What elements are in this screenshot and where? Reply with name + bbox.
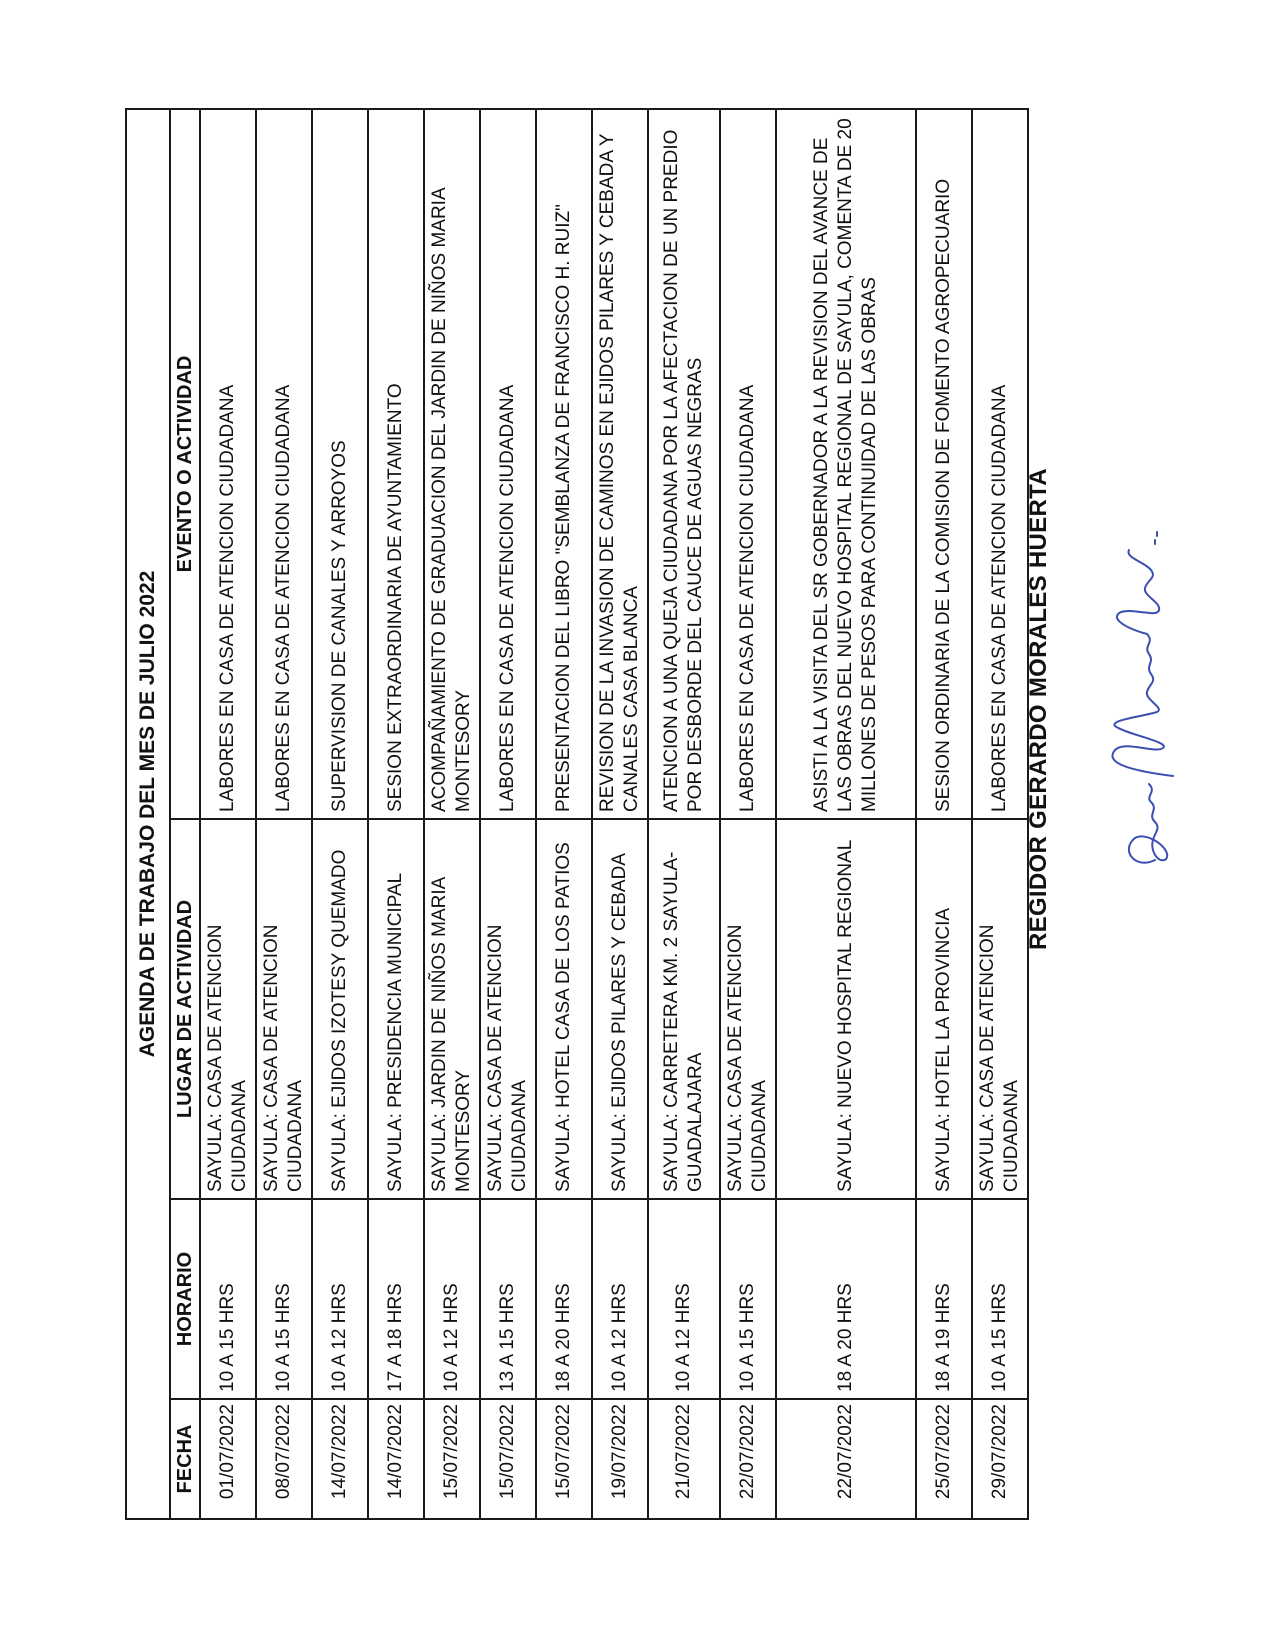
agenda-table	[125, 108, 1029, 1520]
cell-horario: 18 A 20 HRS	[536, 1199, 592, 1399]
cell-fecha: 22/07/2022	[720, 1399, 776, 1519]
cell-lugar: SAYULA: HOTEL CASA DE LOS PATIOS	[536, 819, 592, 1199]
cell-lugar: SAYULA: NUEVO HOSPITAL REGIONAL	[776, 819, 916, 1199]
cell-horario: 18 A 20 HRS	[776, 1199, 916, 1399]
table-row	[972, 109, 1028, 1519]
cell-evento: REVISION DE LA INVASION DE CAMINOS EN EJIDOS PILARES Y CEBADA Y CANALES CASA BLANCA	[592, 109, 648, 819]
cell-horario: 18 A 19 HRS	[916, 1199, 972, 1399]
table-row	[776, 109, 916, 1519]
cell-fecha: 01/07/2022	[200, 1399, 256, 1519]
cell-lugar: SAYULA: HOTEL LA PROVINCIA	[916, 819, 972, 1199]
cell-lugar: SAYULA: EJIDOS PILARES Y CEBADA	[592, 819, 648, 1199]
cell-fecha: 15/07/2022	[480, 1399, 536, 1519]
table-row	[424, 109, 480, 1519]
cell-lugar: SAYULA: PRESIDENCIA MUNICIPAL	[368, 819, 424, 1199]
column-header-horario: HORARIO	[170, 1199, 200, 1399]
agenda-title: AGENDA DE TRABAJO DEL MES DE JULIO 2022	[126, 109, 170, 1519]
cell-fecha: 21/07/2022	[648, 1399, 720, 1519]
cell-fecha: 14/07/2022	[312, 1399, 368, 1519]
cell-lugar: SAYULA: CASA DE ATENCION CIUDADANA	[200, 819, 256, 1199]
cell-lugar: SAYULA: CASA DE ATENCION CIUDADANA	[972, 819, 1028, 1199]
cell-fecha: 15/07/2022	[424, 1399, 480, 1519]
cell-lugar: SAYULA: CARRETERA KM. 2 SAYULA-GUADALAJARA	[648, 819, 720, 1199]
table-row	[916, 109, 972, 1519]
cell-evento: LABORES EN CASA DE ATENCION CIUDADANA	[200, 109, 256, 819]
cell-fecha: 14/07/2022	[368, 1399, 424, 1519]
cell-lugar: SAYULA: CASA DE ATENCION CIUDADANA	[720, 819, 776, 1199]
cell-evento: LABORES EN CASA DE ATENCION CIUDADANA	[972, 109, 1028, 819]
cell-horario: 10 A 12 HRS	[648, 1199, 720, 1399]
cell-fecha: 25/07/2022	[916, 1399, 972, 1519]
cell-lugar: SAYULA: CASA DE ATENCION CIUDADANA	[480, 819, 536, 1199]
cell-lugar: SAYULA: EJIDOS IZOTESY QUEMADO	[312, 819, 368, 1199]
cell-evento: ACOMPAÑAMIENTO DE GRADUACION DEL JARDIN DE NIÑOS MARIA MONTESORY	[424, 109, 480, 819]
table-row	[720, 109, 776, 1519]
cell-horario: 10 A 12 HRS	[424, 1199, 480, 1399]
cell-horario: 10 A 15 HRS	[720, 1199, 776, 1399]
table-row	[368, 109, 424, 1519]
cell-horario: 10 A 15 HRS	[972, 1199, 1028, 1399]
cell-horario: 10 A 12 HRS	[312, 1199, 368, 1399]
cell-evento: ATENCION A UNA QUEJA CIUDADANA POR LA AFECTACION DE UN PREDIO POR DESBORDE DEL CAUCE DE AGUAS NEGRAS	[648, 109, 720, 819]
cell-evento: SESION ORDINARIA DE LA COMISION DE FOMENTO AGROPECUARIO	[916, 109, 972, 819]
cell-evento: LABORES EN CASA DE ATENCION CIUDADANA	[480, 109, 536, 819]
cell-fecha: 19/07/2022	[592, 1399, 648, 1519]
table-row	[312, 109, 368, 1519]
cell-fecha: 29/07/2022	[972, 1399, 1028, 1519]
cell-horario: 10 A 15 HRS	[200, 1199, 256, 1399]
column-header-evento: EVENTO O ACTIVIDAD	[170, 109, 200, 819]
signer-name: REGIDOR GERARDO MORALES HUERTA	[1025, 468, 1052, 950]
table-row	[592, 109, 648, 1519]
cell-evento: SESION EXTRAORDINARIA DE AYUNTAMIENTO	[368, 109, 424, 819]
cell-evento: LABORES EN CASA DE ATENCION CIUDADANA	[256, 109, 312, 819]
table-row	[536, 109, 592, 1519]
cell-evento: ASISTI A LA VISITA DEL SR GOBERNADOR A LA REVISION DEL AVANCE DE LAS OBRAS DEL NUEVO HOSPITAL REGIONAL DE SAYULA, COMENTA DE 20 MILLONES DE PESOS PARA CONTINUIDAD DE LAS OBRAS	[776, 109, 916, 819]
cell-horario: 10 A 12 HRS	[592, 1199, 648, 1399]
column-header-lugar: LUGAR DE ACTIVIDAD	[170, 819, 200, 1199]
table-row	[480, 109, 536, 1519]
table-row	[200, 109, 256, 1519]
column-header-fecha: FECHA	[170, 1399, 200, 1519]
table-row	[648, 109, 720, 1519]
cell-evento: PRESENTACION DEL LIBRO "SEMBLANZA DE FRANCISCO H. RUIZ"	[536, 109, 592, 819]
cell-fecha: 15/07/2022	[536, 1399, 592, 1519]
cell-fecha: 08/07/2022	[256, 1399, 312, 1519]
rotated-document-sheet	[125, 110, 1275, 1520]
table-row	[256, 109, 312, 1519]
cell-fecha: 22/07/2022	[776, 1399, 916, 1519]
cell-evento: LABORES EN CASA DE ATENCION CIUDADANA	[720, 109, 776, 819]
cell-evento: SUPERVISION DE CANALES Y ARROYOS	[312, 109, 368, 819]
cell-lugar: SAYULA: JARDIN DE NIÑOS MARIA MONTESORY	[424, 819, 480, 1199]
cell-horario: 10 A 15 HRS	[256, 1199, 312, 1399]
cell-horario: 17 A 18 HRS	[368, 1199, 424, 1399]
cell-horario: 13 A 15 HRS	[480, 1199, 536, 1399]
cell-lugar: SAYULA: CASA DE ATENCION CIUDADANA	[256, 819, 312, 1199]
handwritten-signature	[1085, 520, 1205, 880]
